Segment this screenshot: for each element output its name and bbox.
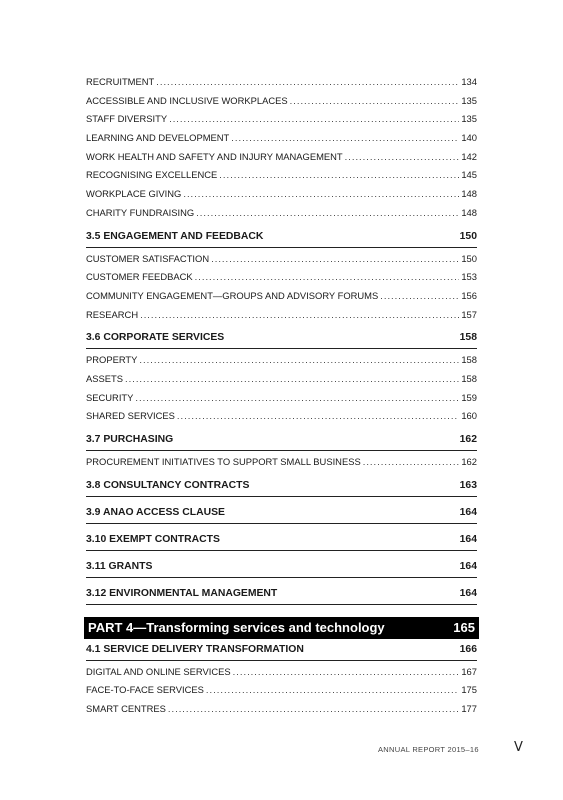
dot-leader [211, 253, 459, 264]
toc-entry[interactable] [86, 373, 477, 392]
section-page: 164 [459, 533, 477, 545]
section-title: 3.7 PURCHASING [86, 434, 174, 445]
toc-entry-title: FACE-TO-FACE SERVICES [86, 684, 204, 696]
dot-leader [177, 410, 459, 421]
toc-entry-title: WORK HEALTH AND SAFETY AND INJURY MANAGEMENT [86, 150, 343, 162]
toc-entry-title: COMMUNITY ENGAGEMENT—GROUPS AND ADVISORY FORUMS [86, 289, 379, 301]
dot-leader [206, 684, 459, 695]
dot-leader [139, 354, 459, 365]
section-heading[interactable] [86, 583, 477, 605]
toc-entry-page: 150 [461, 252, 477, 264]
dot-leader [380, 290, 459, 301]
table-of-contents [86, 76, 477, 722]
toc-entry[interactable] [86, 354, 477, 373]
section-heading[interactable] [86, 556, 477, 578]
toc-entry-title: WORKPLACE GIVING [86, 188, 182, 200]
part-title: PART 4—Transforming services and technology [88, 620, 385, 636]
toc-entry[interactable] [86, 169, 477, 188]
toc-entry-title: CUSTOMER FEEDBACK [86, 271, 193, 283]
dot-leader [140, 309, 459, 320]
footer-page-number: V [514, 740, 523, 755]
section-heading[interactable] [86, 639, 477, 661]
toc-entry-title: SHARED SERVICES [86, 410, 175, 422]
part-heading[interactable] [84, 617, 479, 639]
toc-entry-title: CUSTOMER SATISFACTION [86, 252, 210, 264]
dot-leader [231, 132, 459, 143]
dot-leader [156, 76, 459, 87]
toc-entry[interactable] [86, 76, 477, 95]
section-heading[interactable] [86, 327, 477, 349]
dot-leader [125, 373, 459, 384]
toc-entry-page: 157 [461, 308, 477, 320]
toc-entry-page: 142 [461, 150, 477, 162]
section-page: 150 [459, 230, 477, 242]
toc-entry-title: DIGITAL AND ONLINE SERVICES [86, 665, 231, 677]
dot-leader [233, 666, 460, 677]
section-title: 3.5 ENGAGEMENT AND FEEDBACK [86, 230, 264, 242]
toc-entry[interactable] [86, 410, 477, 429]
toc-entry[interactable] [86, 684, 477, 703]
dot-leader [196, 207, 459, 218]
toc-entry[interactable] [86, 151, 477, 170]
section-title: 3.8 CONSULTANCY CONTRACTS [86, 479, 250, 491]
toc-entry-page: 177 [461, 703, 477, 715]
toc-entry[interactable] [86, 456, 477, 475]
toc-entry-title: ACCESSIBLE AND INCLUSIVE WORKPLACES [86, 94, 288, 106]
footer-report-title: ANNUAL REPORT 2015–16 [378, 745, 479, 754]
section-page: 162 [459, 434, 477, 445]
toc-entry-page: 175 [461, 684, 477, 696]
toc-entry-title: ASSETS [86, 372, 123, 384]
toc-entry[interactable] [86, 309, 477, 328]
section-page: 158 [459, 332, 477, 344]
toc-entry-page: 148 [461, 206, 477, 218]
dot-leader [169, 113, 459, 124]
toc-entry-page: 158 [461, 372, 477, 384]
toc-entry-title: RECOGNISING EXCELLENCE [86, 169, 218, 181]
dot-leader [219, 169, 459, 180]
dot-leader [168, 703, 459, 714]
section-heading[interactable] [86, 475, 477, 497]
section-title: 4.1 SERVICE DELIVERY TRANSFORMATION [86, 643, 304, 655]
toc-entry[interactable] [86, 253, 477, 272]
section-page: 163 [459, 479, 477, 491]
toc-entry[interactable] [86, 207, 477, 226]
toc-entry-page: 158 [461, 354, 477, 366]
toc-entry-title: RECRUITMENT [86, 76, 155, 87]
toc-entry[interactable] [86, 703, 477, 722]
section-heading[interactable] [86, 429, 477, 451]
toc-entry[interactable] [86, 95, 477, 114]
dot-leader [363, 456, 460, 467]
section-title: 3.11 GRANTS [86, 560, 153, 572]
section-title: 3.6 CORPORATE SERVICES [86, 332, 225, 344]
section-page: 164 [459, 560, 477, 572]
toc-entry-page: 160 [461, 410, 477, 422]
toc-entry-page: 135 [461, 94, 477, 106]
toc-entry-page: 156 [461, 289, 477, 301]
dot-leader [345, 151, 460, 162]
dot-leader [135, 392, 459, 403]
toc-entry-title: SMART CENTRES [86, 703, 166, 715]
toc-entry[interactable] [86, 392, 477, 411]
toc-entry-title: LEARNING AND DEVELOPMENT [86, 132, 230, 144]
toc-entry-page: 153 [461, 271, 477, 283]
toc-entry-page: 140 [461, 132, 477, 144]
section-title: 3.12 ENVIRONMENTAL MANAGEMENT [86, 587, 278, 599]
toc-entry-page: 134 [461, 76, 477, 87]
section-heading[interactable] [86, 502, 477, 524]
toc-entry[interactable] [86, 132, 477, 151]
section-title: 3.10 EXEMPT CONTRACTS [86, 533, 220, 545]
dot-leader [290, 95, 460, 106]
section-page: 164 [459, 506, 477, 518]
toc-entry-title: RESEARCH [86, 308, 139, 320]
toc-entry[interactable] [86, 290, 477, 309]
toc-entry-title: PROCUREMENT INITIATIVES TO SUPPORT SMALL BUSINESS [86, 456, 361, 467]
section-page: 166 [459, 643, 477, 655]
dot-leader [183, 188, 459, 199]
section-heading[interactable] [86, 529, 477, 551]
toc-entry-title: CHARITY FUNDRAISING [86, 206, 195, 218]
toc-entry[interactable] [86, 271, 477, 290]
toc-entry-page: 145 [461, 169, 477, 181]
section-title: 3.9 ANAO ACCESS CLAUSE [86, 506, 225, 518]
toc-entry-page: 159 [461, 391, 477, 403]
toc-entry-page: 162 [461, 456, 477, 467]
section-page: 164 [459, 587, 477, 599]
toc-entry-page: 167 [461, 665, 477, 677]
toc-entry-title: SECURITY [86, 391, 134, 403]
toc-entry-title: PROPERTY [86, 354, 138, 366]
toc-entry-page: 135 [461, 113, 477, 125]
part-page: 165 [453, 620, 475, 636]
toc-entry[interactable] [86, 113, 477, 132]
section-heading[interactable] [86, 226, 477, 248]
page-footer [378, 740, 523, 760]
toc-entry-page: 148 [461, 188, 477, 200]
toc-entry-title: STAFF DIVERSITY [86, 113, 168, 125]
toc-entry[interactable] [86, 188, 477, 207]
toc-entry[interactable] [86, 666, 477, 685]
dot-leader [195, 271, 460, 282]
